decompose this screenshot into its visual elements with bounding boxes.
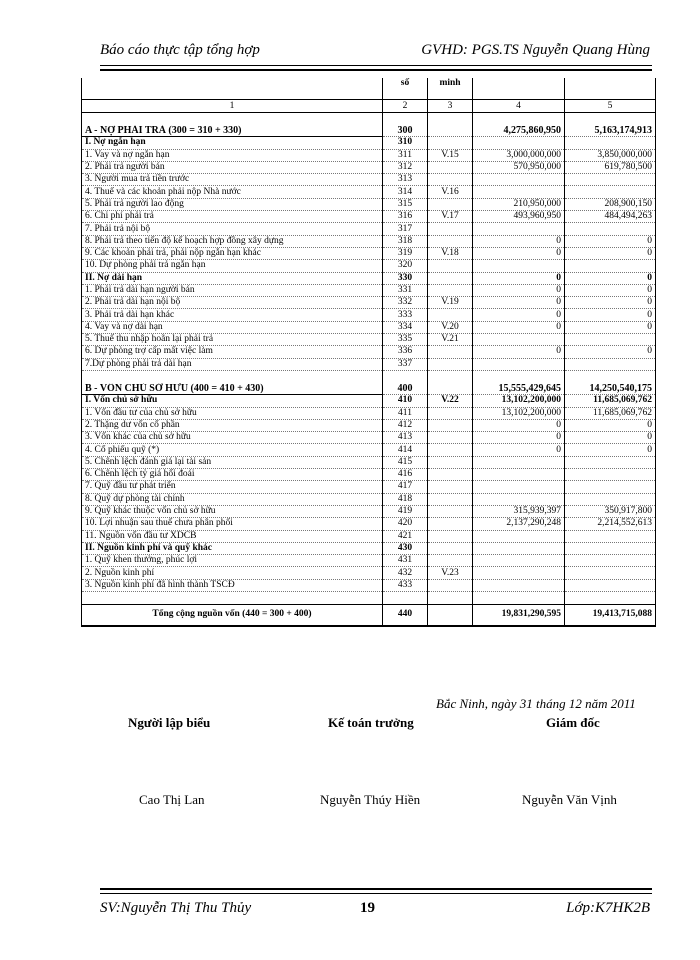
- amount-end: 0: [473, 235, 565, 247]
- amount-end: 0: [473, 247, 565, 259]
- amount-begin: [565, 358, 656, 370]
- item-note: V.21: [428, 334, 473, 346]
- spacer-row: [82, 591, 656, 604]
- amount-begin: 14,250,540,175: [565, 383, 656, 395]
- amount-end: 19,831,290,595: [473, 604, 565, 626]
- signature-date: Bắc Ninh, ngày 31 tháng 12 năm 2011: [436, 696, 636, 711]
- amount-begin: [565, 174, 656, 186]
- amount-begin: 2,214,552,613: [565, 518, 656, 530]
- item-code: 414: [383, 444, 428, 456]
- table-row: [82, 137, 656, 149]
- amount-begin: [565, 334, 656, 346]
- item-note: [428, 174, 473, 186]
- balance-sheet-table: [81, 78, 656, 627]
- item-note: [428, 579, 473, 591]
- amount-end: [473, 530, 565, 542]
- item-code: 333: [383, 309, 428, 321]
- item-code: 411: [383, 407, 428, 419]
- table-row: [82, 125, 656, 137]
- item-code: 335: [383, 334, 428, 346]
- table-row: [82, 198, 656, 210]
- item-code: 336: [383, 346, 428, 358]
- table-row: [82, 260, 656, 272]
- item-note: [428, 419, 473, 431]
- item-label: [82, 113, 383, 126]
- item-code: 330: [383, 272, 428, 284]
- header-cell: [473, 78, 565, 100]
- item-code: 312: [383, 161, 428, 173]
- table-row: [82, 456, 656, 468]
- table-row: [82, 555, 656, 567]
- item-label: 8. Phải trả theo tiến độ kế hoạch hợp đồng xây dựng: [82, 235, 383, 247]
- item-code: 415: [383, 456, 428, 468]
- item-note: [428, 272, 473, 284]
- amount-end: [473, 113, 565, 126]
- amount-end: [473, 186, 565, 198]
- amount-begin: 0: [565, 444, 656, 456]
- amount-begin: [565, 113, 656, 126]
- amount-end: 493,960,950: [473, 211, 565, 223]
- item-label: [82, 591, 383, 604]
- item-label: 2. Phải trả người bán: [82, 161, 383, 173]
- amount-begin: 0: [565, 272, 656, 284]
- item-note: [428, 542, 473, 554]
- amount-begin: 350,917,800: [565, 505, 656, 517]
- table-row: [82, 518, 656, 530]
- spacer-row: [82, 113, 656, 126]
- item-label: 5. Thuế thu nhập hoãn lại phải trả: [82, 334, 383, 346]
- item-label: 6. Chênh lệch tỷ giá hối đoái: [82, 469, 383, 481]
- table-row: [82, 284, 656, 296]
- table-header-row: [82, 78, 656, 100]
- item-note: [428, 505, 473, 517]
- item-note: [428, 346, 473, 358]
- table-row: [82, 444, 656, 456]
- item-note: V.15: [428, 149, 473, 161]
- table-row: [82, 149, 656, 161]
- item-note: V.16: [428, 186, 473, 198]
- item-code: 433: [383, 579, 428, 591]
- amount-begin: [565, 370, 656, 383]
- item-label: 6. Dự phòng trợ cấp mất việc làm: [82, 346, 383, 358]
- amount-end: [473, 223, 565, 235]
- item-code: 316: [383, 211, 428, 223]
- table-row: [82, 567, 656, 579]
- amount-end: [473, 567, 565, 579]
- amount-end: 0: [473, 297, 565, 309]
- amount-begin: 3,850,000,000: [565, 149, 656, 161]
- amount-begin: 19,413,715,088: [565, 604, 656, 626]
- amount-end: 2,137,290,248: [473, 518, 565, 530]
- table-row: [82, 579, 656, 591]
- item-code: 332: [383, 297, 428, 309]
- footer-student: SV:Nguyễn Thị Thu Thủy: [100, 900, 252, 916]
- item-label: 10. Lợi nhuận sau thuế chưa phân phối: [82, 518, 383, 530]
- amount-end: [473, 469, 565, 481]
- table-row: [82, 407, 656, 419]
- amount-begin: [565, 469, 656, 481]
- item-label: 11. Nguồn vốn đầu tư XDCB: [82, 530, 383, 542]
- item-code: 430: [383, 542, 428, 554]
- header-cell: số: [383, 78, 428, 100]
- header-cell: minh: [428, 78, 473, 100]
- item-note: [428, 530, 473, 542]
- item-code: 416: [383, 469, 428, 481]
- item-code: 412: [383, 419, 428, 431]
- amount-end: 4,275,860,950: [473, 125, 565, 137]
- amount-begin: 0: [565, 247, 656, 259]
- amount-begin: [565, 186, 656, 198]
- item-note: V.19: [428, 297, 473, 309]
- table-row: [82, 395, 656, 407]
- item-note: [428, 284, 473, 296]
- column-number: 1: [82, 100, 383, 113]
- item-label: 3. Người mua trả tiền trước: [82, 174, 383, 186]
- item-note: [428, 432, 473, 444]
- total-row: [82, 604, 656, 626]
- amount-end: 570,950,000: [473, 161, 565, 173]
- item-note: [428, 370, 473, 383]
- amount-begin: 0: [565, 321, 656, 333]
- item-note: [428, 518, 473, 530]
- item-note: [428, 383, 473, 395]
- amount-end: 0: [473, 309, 565, 321]
- item-code: 410: [383, 395, 428, 407]
- item-label: 5. Phải trả người lao động: [82, 198, 383, 210]
- amount-end: 0: [473, 346, 565, 358]
- amount-begin: 619,780,500: [565, 161, 656, 173]
- table-row: [82, 432, 656, 444]
- column-number: 3: [428, 100, 473, 113]
- header-report-title: Báo cáo thực tập tổng hợp: [100, 42, 260, 58]
- amount-end: 0: [473, 284, 565, 296]
- amount-end: [473, 334, 565, 346]
- item-code: 419: [383, 505, 428, 517]
- item-note: [428, 444, 473, 456]
- amount-end: [473, 456, 565, 468]
- amount-begin: 0: [565, 235, 656, 247]
- item-label: II. Nguồn kinh phí và quỹ khác: [82, 542, 383, 554]
- item-code: 337: [383, 358, 428, 370]
- item-note: V.17: [428, 211, 473, 223]
- item-label: 8. Quỹ dự phòng tài chính: [82, 493, 383, 505]
- item-label: 1. Vay và nợ ngắn hạn: [82, 149, 383, 161]
- item-note: [428, 591, 473, 604]
- chief-accountant-name: Nguyễn Thúy Hiền: [320, 792, 421, 807]
- table-row: [82, 530, 656, 542]
- item-code: 418: [383, 493, 428, 505]
- item-note: [428, 604, 473, 626]
- item-code: [383, 113, 428, 126]
- amount-end: 315,939,397: [473, 505, 565, 517]
- item-label: 3. Phải trả dài hạn khác: [82, 309, 383, 321]
- amount-end: 210,950,000: [473, 198, 565, 210]
- amount-begin: 11,685,069,762: [565, 407, 656, 419]
- amount-end: [473, 542, 565, 554]
- item-label: 2. Nguồn kinh phí: [82, 567, 383, 579]
- amount-end: [473, 358, 565, 370]
- header-cell: [565, 78, 656, 100]
- table-row: [82, 419, 656, 431]
- item-note: [428, 198, 473, 210]
- amount-begin: [565, 591, 656, 604]
- item-label: 4. Cổ phiếu quỹ (*): [82, 444, 383, 456]
- table-row: [82, 211, 656, 223]
- amount-end: [473, 260, 565, 272]
- table-row: [82, 481, 656, 493]
- preparer-title: Người lập biểu: [128, 715, 211, 730]
- item-note: [428, 161, 473, 173]
- column-number: 4: [473, 100, 565, 113]
- item-note: [428, 555, 473, 567]
- item-note: [428, 137, 473, 149]
- item-label: II. Nợ dài hạn: [82, 272, 383, 284]
- item-label: 4. Thuế và các khoản phải nộp Nhà nước: [82, 186, 383, 198]
- page-number: 19: [360, 900, 375, 916]
- item-code: 331: [383, 284, 428, 296]
- table-row: [82, 223, 656, 235]
- amount-end: [473, 137, 565, 149]
- amount-begin: [565, 493, 656, 505]
- item-code: 319: [383, 247, 428, 259]
- amount-end: [473, 174, 565, 186]
- item-label: B - VỐN CHỦ SỞ HỮU (400 = 410 + 430): [82, 383, 383, 395]
- header-cell: [82, 78, 383, 100]
- item-label: 1. Quỹ khen thưởng, phúc lợi: [82, 555, 383, 567]
- table-row: [82, 247, 656, 259]
- table-row: [82, 186, 656, 198]
- table-row: [82, 235, 656, 247]
- item-code: 417: [383, 481, 428, 493]
- amount-end: [473, 555, 565, 567]
- item-label: 3. Vốn khác của chủ sở hữu: [82, 432, 383, 444]
- amount-begin: [565, 260, 656, 272]
- amount-end: [473, 370, 565, 383]
- item-code: [383, 591, 428, 604]
- amount-end: 0: [473, 444, 565, 456]
- item-label: 2. Phải trả dài hạn nội bộ: [82, 297, 383, 309]
- header-rule: [100, 65, 652, 71]
- item-code: 400: [383, 383, 428, 395]
- item-code: 300: [383, 125, 428, 137]
- item-code: 311: [383, 149, 428, 161]
- page-footer: [100, 900, 650, 922]
- item-label: 9. Các khoản phải trả, phải nộp ngắn hạn khác: [82, 247, 383, 259]
- amount-begin: 0: [565, 297, 656, 309]
- amount-end: 0: [473, 272, 565, 284]
- item-label: 3. Nguồn kinh phí đã hình thành TSCĐ: [82, 579, 383, 591]
- item-code: 317: [383, 223, 428, 235]
- item-note: [428, 456, 473, 468]
- item-note: [428, 309, 473, 321]
- table-row: [82, 493, 656, 505]
- item-note: [428, 125, 473, 137]
- item-code: 440: [383, 604, 428, 626]
- item-code: 421: [383, 530, 428, 542]
- item-note: [428, 223, 473, 235]
- item-label: 9. Quỹ khác thuộc vốn chủ sở hữu: [82, 505, 383, 517]
- item-label: I. Vốn chủ sở hữu: [82, 395, 383, 407]
- item-note: [428, 469, 473, 481]
- table-row: [82, 469, 656, 481]
- item-label: 7.Dự phòng phải trả dài hạn: [82, 358, 383, 370]
- item-note: V.18: [428, 247, 473, 259]
- column-number-row: [82, 100, 656, 113]
- amount-begin: [565, 567, 656, 579]
- item-label: 1. Phải trả dài hạn người bán: [82, 284, 383, 296]
- item-code: 313: [383, 174, 428, 186]
- item-label: 6. Chi phí phải trả: [82, 211, 383, 223]
- item-label: 4. Vay và nợ dài hạn: [82, 321, 383, 333]
- item-note: [428, 260, 473, 272]
- amount-end: [473, 481, 565, 493]
- table-row: [82, 542, 656, 554]
- item-code: 310: [383, 137, 428, 149]
- column-number: 2: [383, 100, 428, 113]
- item-note: V.20: [428, 321, 473, 333]
- item-code: 315: [383, 198, 428, 210]
- amount-end: 13,102,200,000: [473, 407, 565, 419]
- item-code: 432: [383, 567, 428, 579]
- table-row: [82, 346, 656, 358]
- amount-begin: 208,900,150: [565, 198, 656, 210]
- director-name: Nguyễn Văn Vịnh: [522, 792, 617, 807]
- amount-end: 15,555,429,645: [473, 383, 565, 395]
- director-title: Giám đốc: [546, 715, 600, 730]
- item-label: A - NỢ PHẢI TRẢ (300 = 310 + 330): [82, 125, 383, 137]
- table-row: [82, 272, 656, 284]
- item-label: 7. Quỹ đầu tư phát triển: [82, 481, 383, 493]
- table-row: [82, 297, 656, 309]
- item-note: [428, 481, 473, 493]
- amount-begin: 0: [565, 309, 656, 321]
- table-row: [82, 505, 656, 517]
- table-row: [82, 309, 656, 321]
- footer-class: Lớp:K7HK2B: [566, 900, 650, 916]
- column-number: 5: [565, 100, 656, 113]
- amount-begin: 11,685,069,762: [565, 395, 656, 407]
- amount-end: [473, 579, 565, 591]
- item-code: [383, 370, 428, 383]
- amount-end: 0: [473, 321, 565, 333]
- item-code: 314: [383, 186, 428, 198]
- item-label: I. Nợ ngắn hạn: [82, 137, 383, 149]
- item-code: 320: [383, 260, 428, 272]
- table-row: [82, 174, 656, 186]
- chief-accountant-title: Kế toán trưởng: [328, 715, 414, 730]
- footer-rule: [100, 888, 652, 894]
- item-code: 334: [383, 321, 428, 333]
- item-label: 10. Dự phòng phải trả ngắn hạn: [82, 260, 383, 272]
- amount-end: 13,102,200,000: [473, 395, 565, 407]
- amount-begin: [565, 542, 656, 554]
- table-row: [82, 161, 656, 173]
- item-code: 318: [383, 235, 428, 247]
- amount-end: 0: [473, 432, 565, 444]
- item-label: 2. Thặng dư vốn cổ phần: [82, 419, 383, 431]
- amount-begin: 0: [565, 432, 656, 444]
- item-code: 420: [383, 518, 428, 530]
- item-label: Tổng cộng nguồn vốn (440 = 300 + 400): [82, 604, 383, 626]
- table-row: [82, 358, 656, 370]
- amount-begin: 484,494,263: [565, 211, 656, 223]
- item-note: V.23: [428, 567, 473, 579]
- item-code: 413: [383, 432, 428, 444]
- item-note: [428, 113, 473, 126]
- header-supervisor: GVHD: PGS.TS Nguyễn Quang Hùng: [421, 42, 650, 58]
- amount-end: 3,000,000,000: [473, 149, 565, 161]
- page-header: [100, 40, 650, 62]
- preparer-name: Cao Thị Lan: [139, 792, 205, 807]
- table-row: [82, 334, 656, 346]
- item-note: [428, 407, 473, 419]
- item-label: 5. Chênh lệch đánh giá lại tài sản: [82, 456, 383, 468]
- amount-begin: [565, 555, 656, 567]
- table-row: [82, 321, 656, 333]
- item-label: [82, 370, 383, 383]
- amount-end: [473, 591, 565, 604]
- amount-begin: [565, 579, 656, 591]
- amount-end: 0: [473, 419, 565, 431]
- amount-begin: [565, 530, 656, 542]
- amount-begin: 0: [565, 346, 656, 358]
- amount-begin: [565, 456, 656, 468]
- amount-begin: 0: [565, 419, 656, 431]
- amount-begin: [565, 481, 656, 493]
- item-label: 1. Vốn đầu tư của chủ sở hữu: [82, 407, 383, 419]
- item-note: V.22: [428, 395, 473, 407]
- item-label: 7. Phải trả nội bộ: [82, 223, 383, 235]
- amount-begin: [565, 223, 656, 235]
- item-note: [428, 493, 473, 505]
- item-note: [428, 358, 473, 370]
- amount-end: [473, 493, 565, 505]
- spacer-row: [82, 370, 656, 383]
- item-code: 431: [383, 555, 428, 567]
- amount-begin: 0: [565, 284, 656, 296]
- amount-begin: 5,163,174,913: [565, 125, 656, 137]
- item-note: [428, 235, 473, 247]
- amount-begin: [565, 137, 656, 149]
- table-row: [82, 383, 656, 395]
